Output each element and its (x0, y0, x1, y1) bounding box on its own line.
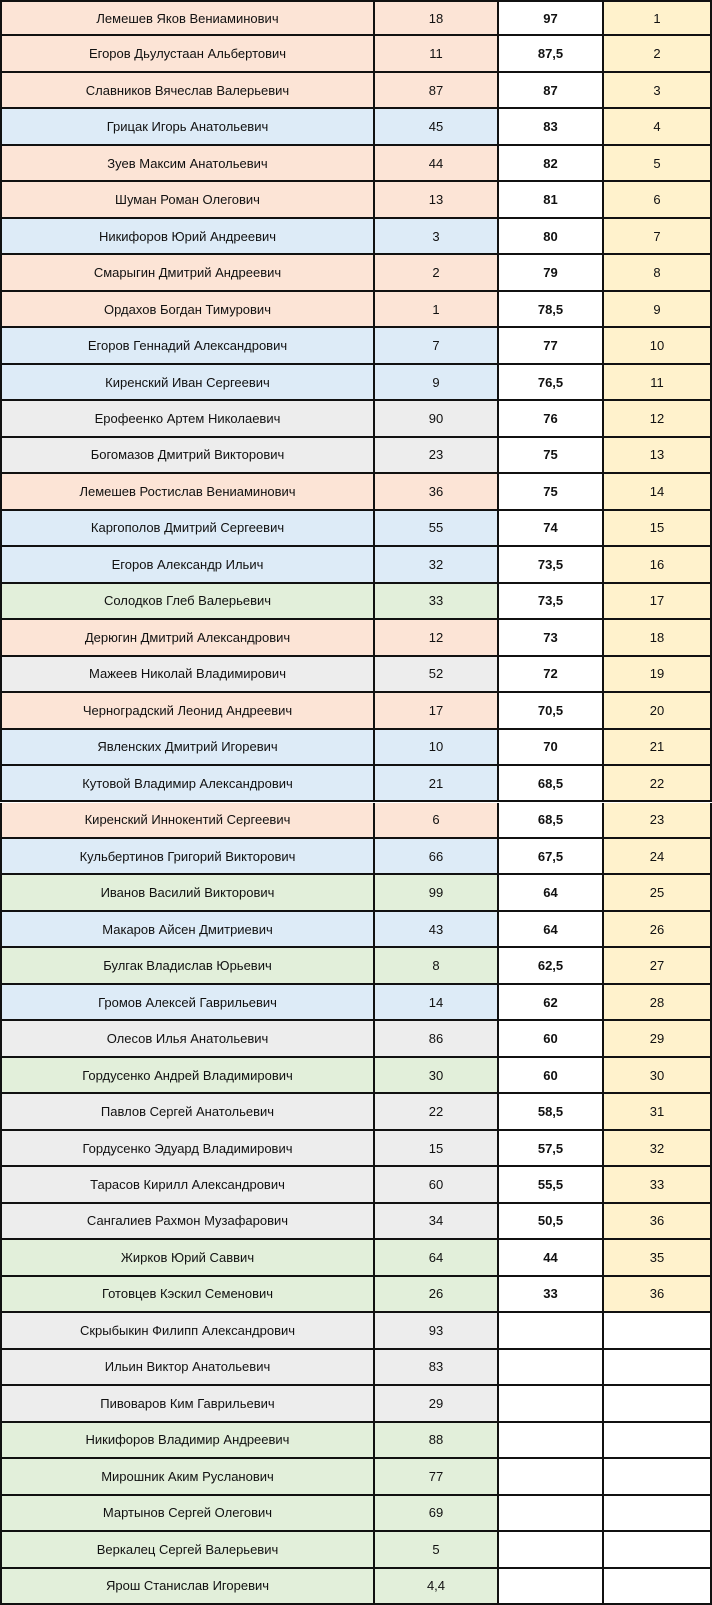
score-cell: 73,5 (499, 547, 604, 583)
participant-name-cell: Егоров Дьулустаан Альбертович (0, 36, 375, 72)
table-row (0, 1021, 712, 1057)
participant-name-cell: Егоров Геннадий Александрович (0, 328, 375, 364)
rank-cell: 21 (604, 730, 712, 766)
score-cell: 76,5 (499, 365, 604, 401)
score-cell: 68,5 (499, 803, 604, 839)
score-cell: 50,5 (499, 1204, 604, 1240)
table-row (0, 1131, 712, 1167)
number-cell: 2 (375, 255, 499, 291)
score-cell (499, 1313, 604, 1349)
participant-name-cell: Ордахов Богдан Тимурович (0, 292, 375, 328)
number-cell: 1 (375, 292, 499, 328)
rank-cell: 10 (604, 328, 712, 364)
number-cell: 14 (375, 985, 499, 1021)
score-cell (499, 1350, 604, 1386)
score-cell: 79 (499, 255, 604, 291)
number-cell: 17 (375, 693, 499, 729)
number-cell: 90 (375, 401, 499, 437)
number-cell: 33 (375, 584, 499, 620)
score-cell: 74 (499, 511, 604, 547)
participant-name-cell: Ярош Станислав Игоревич (0, 1569, 375, 1605)
rank-cell: 20 (604, 693, 712, 729)
rank-cell: 2 (604, 36, 712, 72)
table-row (0, 547, 712, 583)
participant-name-cell: Макаров Айсен Дмитриевич (0, 912, 375, 948)
rank-cell: 8 (604, 255, 712, 291)
rank-cell: 29 (604, 1021, 712, 1057)
number-cell: 13 (375, 182, 499, 218)
number-cell: 44 (375, 146, 499, 182)
number-cell: 60 (375, 1167, 499, 1203)
table-row (0, 1386, 712, 1422)
score-cell: 58,5 (499, 1094, 604, 1130)
rank-cell (604, 1459, 712, 1495)
number-cell: 93 (375, 1313, 499, 1349)
number-cell: 12 (375, 620, 499, 656)
table-row (0, 401, 712, 437)
score-cell: 78,5 (499, 292, 604, 328)
rank-cell: 28 (604, 985, 712, 1021)
number-cell: 11 (375, 36, 499, 72)
number-cell: 10 (375, 730, 499, 766)
score-cell: 80 (499, 219, 604, 255)
rank-cell: 27 (604, 948, 712, 984)
score-cell: 75 (499, 438, 604, 474)
score-cell (499, 1423, 604, 1459)
score-cell: 83 (499, 109, 604, 145)
rank-cell (604, 1386, 712, 1422)
score-cell: 76 (499, 401, 604, 437)
participant-name-cell: Скрыбыкин Филипп Александрович (0, 1313, 375, 1349)
rank-cell: 36 (604, 1204, 712, 1240)
score-cell: 62 (499, 985, 604, 1021)
rank-cell: 7 (604, 219, 712, 255)
score-cell: 81 (499, 182, 604, 218)
score-cell (499, 1532, 604, 1568)
table-row (0, 73, 712, 109)
participant-name-cell: Мартынов Сергей Олегович (0, 1496, 375, 1532)
table-row (0, 693, 712, 729)
number-cell: 15 (375, 1131, 499, 1167)
number-cell: 77 (375, 1459, 499, 1495)
score-cell: 73,5 (499, 584, 604, 620)
table-row (0, 438, 712, 474)
rank-cell (604, 1350, 712, 1386)
number-cell: 22 (375, 1094, 499, 1130)
table-row (0, 1350, 712, 1386)
number-cell: 34 (375, 1204, 499, 1240)
participant-name-cell: Явленских Дмитрий Игоревич (0, 730, 375, 766)
table-row (0, 1313, 712, 1349)
table-row (0, 620, 712, 656)
number-cell: 7 (375, 328, 499, 364)
rank-cell: 15 (604, 511, 712, 547)
rank-cell: 26 (604, 912, 712, 948)
number-cell: 8 (375, 948, 499, 984)
number-cell: 83 (375, 1350, 499, 1386)
participant-name-cell: Мирошник Аким Русланович (0, 1459, 375, 1495)
score-cell: 57,5 (499, 1131, 604, 1167)
rank-cell: 11 (604, 365, 712, 401)
score-cell: 97 (499, 0, 604, 36)
participant-name-cell: Смарыгин Дмитрий Андреевич (0, 255, 375, 291)
number-cell: 29 (375, 1386, 499, 1422)
rank-cell: 30 (604, 1058, 712, 1094)
score-cell: 67,5 (499, 839, 604, 875)
rank-cell: 12 (604, 401, 712, 437)
table-row (0, 36, 712, 72)
score-cell: 82 (499, 146, 604, 182)
participant-name-cell: Черноградский Леонид Андреевич (0, 693, 375, 729)
participant-name-cell: Жирков Юрий Саввич (0, 1240, 375, 1276)
rank-cell: 5 (604, 146, 712, 182)
table-row (0, 1569, 712, 1605)
score-cell: 87,5 (499, 36, 604, 72)
number-cell: 21 (375, 766, 499, 802)
rank-cell: 17 (604, 584, 712, 620)
rank-cell: 35 (604, 1240, 712, 1276)
number-cell: 52 (375, 657, 499, 693)
participant-name-cell: Егоров Александр Ильич (0, 547, 375, 583)
number-cell: 5 (375, 1532, 499, 1568)
score-cell (499, 1569, 604, 1605)
participant-name-cell: Мажеев Николай Владимирович (0, 657, 375, 693)
table-row (0, 146, 712, 182)
table-row (0, 1094, 712, 1130)
rank-cell (604, 1496, 712, 1532)
number-cell: 23 (375, 438, 499, 474)
number-cell: 43 (375, 912, 499, 948)
number-cell: 86 (375, 1021, 499, 1057)
rank-cell: 32 (604, 1131, 712, 1167)
table-row (0, 182, 712, 218)
number-cell: 6 (375, 803, 499, 839)
participant-name-cell: Веркалец Сергей Валерьевич (0, 1532, 375, 1568)
participant-name-cell: Гордусенко Эдуард Владимирович (0, 1131, 375, 1167)
score-cell: 60 (499, 1058, 604, 1094)
score-cell: 73 (499, 620, 604, 656)
participant-name-cell: Иванов Василий Викторович (0, 875, 375, 911)
table-row (0, 292, 712, 328)
score-cell (499, 1459, 604, 1495)
participant-name-cell: Киренский Иннокентий Сергеевич (0, 803, 375, 839)
score-cell: 44 (499, 1240, 604, 1276)
score-cell: 62,5 (499, 948, 604, 984)
table-row (0, 730, 712, 766)
score-cell (499, 1496, 604, 1532)
participant-name-cell: Гордусенко Андрей Владимирович (0, 1058, 375, 1094)
table-row (0, 584, 712, 620)
rank-cell (604, 1313, 712, 1349)
participant-name-cell: Кутовой Владимир Александрович (0, 766, 375, 802)
table-row (0, 948, 712, 984)
table-row (0, 803, 712, 839)
participant-name-cell: Сангалиев Рахмон Музафарович (0, 1204, 375, 1240)
number-cell: 3 (375, 219, 499, 255)
score-cell: 64 (499, 912, 604, 948)
table-row (0, 365, 712, 401)
number-cell: 87 (375, 73, 499, 109)
rank-cell: 13 (604, 438, 712, 474)
table-row (0, 766, 712, 802)
score-cell (499, 1386, 604, 1422)
rank-cell: 16 (604, 547, 712, 583)
number-cell: 30 (375, 1058, 499, 1094)
participant-name-cell: Лемешев Яков Вениаминович (0, 0, 375, 36)
rank-cell: 3 (604, 73, 712, 109)
number-cell: 9 (375, 365, 499, 401)
rank-cell (604, 1423, 712, 1459)
participant-name-cell: Никифоров Владимир Андреевич (0, 1423, 375, 1459)
table-row (0, 875, 712, 911)
participant-name-cell: Грицак Игорь Анатольевич (0, 109, 375, 145)
participant-name-cell: Готовцев Кэскил Семенович (0, 1277, 375, 1313)
table-row (0, 1058, 712, 1094)
rank-cell: 33 (604, 1167, 712, 1203)
score-cell: 64 (499, 875, 604, 911)
participant-name-cell: Булгак Владислав Юрьевич (0, 948, 375, 984)
table-row (0, 328, 712, 364)
score-cell: 77 (499, 328, 604, 364)
participant-name-cell: Олесов Илья Анатольевич (0, 1021, 375, 1057)
rank-cell: 9 (604, 292, 712, 328)
table-row (0, 219, 712, 255)
participant-name-cell: Кульбертинов Григорий Викторович (0, 839, 375, 875)
participant-name-cell: Дерюгин Дмитрий Александрович (0, 620, 375, 656)
score-cell: 72 (499, 657, 604, 693)
rank-cell: 31 (604, 1094, 712, 1130)
score-cell: 70 (499, 730, 604, 766)
number-cell: 64 (375, 1240, 499, 1276)
rank-cell: 25 (604, 875, 712, 911)
score-cell: 75 (499, 474, 604, 510)
number-cell: 55 (375, 511, 499, 547)
table-row (0, 255, 712, 291)
table-row (0, 1496, 712, 1532)
number-cell: 4,4 (375, 1569, 499, 1605)
score-cell: 70,5 (499, 693, 604, 729)
rank-cell: 22 (604, 766, 712, 802)
participant-name-cell: Славников Вячеслав Валерьевич (0, 73, 375, 109)
participant-name-cell: Киренский Иван Сергеевич (0, 365, 375, 401)
number-cell: 18 (375, 0, 499, 36)
rank-cell (604, 1532, 712, 1568)
table-row (0, 1204, 712, 1240)
table-row (0, 1277, 712, 1313)
participant-name-cell: Шуман Роман Олегович (0, 182, 375, 218)
score-cell: 33 (499, 1277, 604, 1313)
table-row (0, 109, 712, 145)
table-row (0, 474, 712, 510)
participant-name-cell: Зуев Максим Анатольевич (0, 146, 375, 182)
table-row (0, 1459, 712, 1495)
participant-name-cell: Богомазов Дмитрий Викторович (0, 438, 375, 474)
number-cell: 36 (375, 474, 499, 510)
rank-cell: 4 (604, 109, 712, 145)
rank-cell: 24 (604, 839, 712, 875)
table-row (0, 985, 712, 1021)
number-cell: 45 (375, 109, 499, 145)
table-row (0, 511, 712, 547)
rank-cell: 36 (604, 1277, 712, 1313)
participant-name-cell: Каргополов Дмитрий Сергеевич (0, 511, 375, 547)
number-cell: 66 (375, 839, 499, 875)
table-row (0, 1423, 712, 1459)
table-row (0, 657, 712, 693)
rank-cell: 23 (604, 803, 712, 839)
participant-name-cell: Ильин Виктор Анатольевич (0, 1350, 375, 1386)
participant-name-cell: Громов Алексей Гаврильевич (0, 985, 375, 1021)
participant-name-cell: Никифоров Юрий Андреевич (0, 219, 375, 255)
participant-name-cell: Павлов Сергей Анатольевич (0, 1094, 375, 1130)
participant-name-cell: Ерофеенко Артем Николаевич (0, 401, 375, 437)
rank-cell: 18 (604, 620, 712, 656)
table-row (0, 839, 712, 875)
participant-name-cell: Лемешев Ростислав Вениаминович (0, 474, 375, 510)
rank-cell: 6 (604, 182, 712, 218)
number-cell: 26 (375, 1277, 499, 1313)
participant-name-cell: Солодков Глеб Валерьевич (0, 584, 375, 620)
table-row (0, 1532, 712, 1568)
table-row (0, 1240, 712, 1276)
number-cell: 32 (375, 547, 499, 583)
participant-name-cell: Тарасов Кирилл Александрович (0, 1167, 375, 1203)
score-cell: 55,5 (499, 1167, 604, 1203)
rank-cell: 14 (604, 474, 712, 510)
table-row (0, 1167, 712, 1203)
score-cell: 68,5 (499, 766, 604, 802)
rank-cell (604, 1569, 712, 1605)
table-row (0, 912, 712, 948)
rank-cell: 19 (604, 657, 712, 693)
participant-name-cell: Пивоваров Ким Гаврильевич (0, 1386, 375, 1422)
rank-cell: 1 (604, 0, 712, 36)
number-cell: 69 (375, 1496, 499, 1532)
number-cell: 99 (375, 875, 499, 911)
score-cell: 60 (499, 1021, 604, 1057)
score-cell: 87 (499, 73, 604, 109)
table-row (0, 0, 712, 36)
number-cell: 88 (375, 1423, 499, 1459)
